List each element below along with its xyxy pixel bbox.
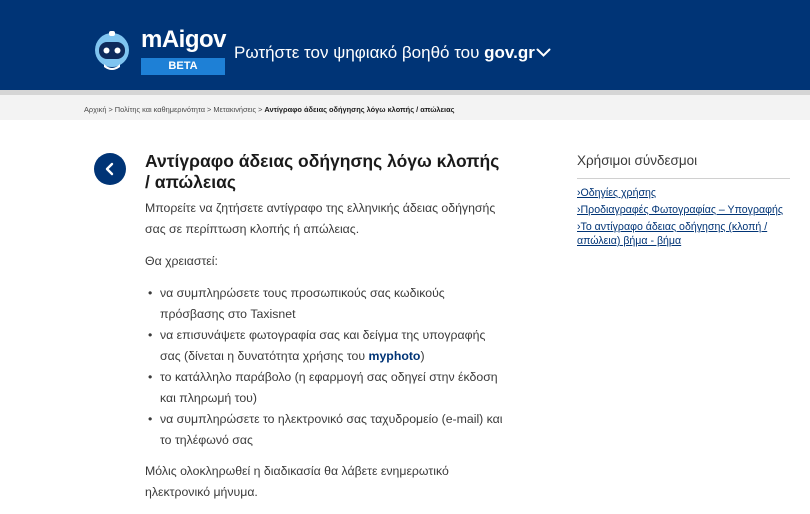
list-item-photo (145, 325, 505, 367)
link-instructions[interactable]: ›Οδηγίες χρήσης (577, 187, 656, 199)
brand[interactable] (141, 27, 225, 75)
breadcrumb-current: Αντίγραφο άδειας οδήγησης λόγω κλοπής / απώλειας (264, 105, 455, 114)
photo-bullet-text: να επισυνάψετε φωτογραφία σας και δείγμα της υπογραφής σας (δίνεται η δυνατότητα χρήσης του (160, 328, 486, 363)
breadcrumb-item-citizen[interactable]: Πολίτης και καθημερινότητα (114, 105, 205, 114)
assistant-tagline[interactable] (234, 42, 535, 64)
breadcrumb-separator: > (108, 105, 113, 114)
main-content (145, 198, 505, 514)
useful-links-title: Χρήσιμοι σύνδεσμοι (577, 153, 698, 168)
tagline-text: Ρωτήστε τον ψηφιακό βοηθό του (234, 43, 480, 62)
robot-mascot-icon (93, 31, 131, 73)
chevron-down-icon[interactable] (536, 45, 551, 55)
beta-badge: BETA (141, 58, 225, 75)
breadcrumb-separator: > (206, 105, 212, 114)
needs-label: Θα χρειαστεί: (145, 254, 218, 268)
divider (577, 178, 790, 179)
site-header (0, 0, 810, 90)
breadcrumb-separator: > (258, 105, 263, 114)
back-button[interactable] (94, 153, 126, 185)
tagline-site: gov.gr (484, 43, 535, 62)
myphoto-link[interactable]: myphoto (368, 349, 421, 363)
breadcrumb-bar (0, 90, 810, 120)
closing-text: Μόλις ολοκληρωθεί η διαδικασία θα λάβετε ενημερωτικό ηλεκτρονικό μήνυμα. (145, 464, 449, 499)
list-item: • το κατάλληλο παράβολο (η εφαρμογή σας οδηγεί στην έκδοση και πληρωμή του) (145, 367, 505, 409)
intro-text: Μπορείτε να ζητήσετε αντίγραφο της ελληνικής άδειας οδήγησής σας σε περίπτωση κλοπής ή απώλειας. (145, 201, 496, 236)
breadcrumb-item-transport[interactable]: Μετακινήσεις (213, 105, 257, 114)
list-item: • να συμπληρώσετε το ηλεκτρονικό σας ταχυδρομείο (e-mail) και το τηλέφωνό σας (145, 409, 505, 451)
page-title: Αντίγραφο άδειας οδήγησης λόγω κλοπής / απώλειας (145, 151, 500, 192)
photo-bullet-suffix: ) (420, 349, 425, 363)
link-step-by-step[interactable]: ›Το αντίγραφο άδειας οδήγησης (κλοπή / απώλεια) βήμα - βήμα (577, 221, 768, 247)
breadcrumb (84, 105, 455, 114)
brand-name: mAigov (141, 26, 227, 53)
useful-links-panel (577, 151, 797, 251)
requirements-list (145, 283, 505, 451)
link-photo-specs[interactable]: ›Προδιαγραφές Φωτογραφίας – Υπογραφής (577, 204, 783, 216)
list-item: • να συμπληρώσετε τους προσωπικούς σας κωδικούς πρόσβασης στο Taxisnet (145, 283, 505, 325)
chevron-left-icon (104, 162, 116, 176)
breadcrumb-item-home[interactable]: Αρχική (84, 105, 107, 114)
